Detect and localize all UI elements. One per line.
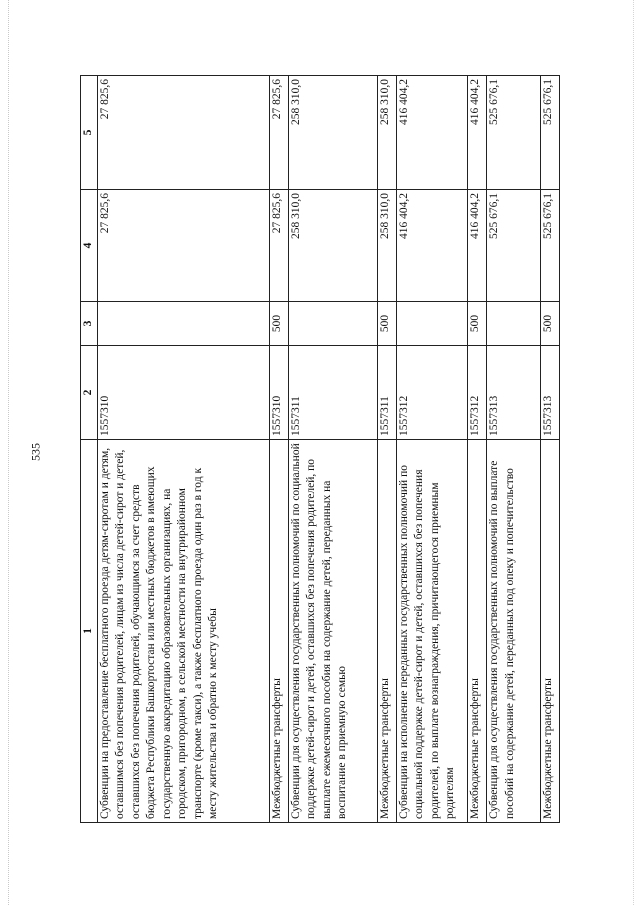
row-name: Межбюджетные трансферты <box>269 440 288 823</box>
table-row <box>269 76 288 823</box>
row-name: Межбюджетные трансферты <box>377 440 396 823</box>
row-value-5: 416 404,2 <box>468 76 487 190</box>
row-type: 500 <box>377 302 396 346</box>
page-number: 535 <box>28 443 43 461</box>
row-type <box>396 302 467 346</box>
row-code: 1557311 <box>377 346 396 440</box>
row-value-5: 27 825,6 <box>97 76 269 190</box>
column-header-5: 5 <box>81 76 98 190</box>
scan-edge-left <box>8 0 9 905</box>
row-code: 1557313 <box>540 346 559 440</box>
row-code: 1557311 <box>288 346 377 440</box>
table-row <box>396 76 467 823</box>
row-type: 500 <box>269 302 288 346</box>
row-name: Межбюджетные трансферты <box>540 440 559 823</box>
scan-edge-right <box>633 0 634 905</box>
row-value-5: 525 676,1 <box>487 76 541 190</box>
row-type: 500 <box>468 302 487 346</box>
row-name: Межбюджетные трансферты <box>468 440 487 823</box>
row-value-5: 27 825,6 <box>269 76 288 190</box>
table-row <box>468 76 487 823</box>
row-value-4: 416 404,2 <box>396 190 467 302</box>
column-header-3: 3 <box>81 302 98 346</box>
column-header-1: 1 <box>81 440 98 823</box>
table-header-row <box>81 76 98 823</box>
row-value-4: 525 676,1 <box>540 190 559 302</box>
row-value-5: 525 676,1 <box>540 76 559 190</box>
rotated-table-wrapper <box>80 76 560 823</box>
budget-table <box>80 75 560 823</box>
table-row <box>97 76 269 823</box>
table-row <box>540 76 559 823</box>
table-container <box>80 76 560 823</box>
row-value-5: 258 310,0 <box>377 76 396 190</box>
row-type <box>97 302 269 346</box>
row-name: Субвенции на исполнение переданных государственных полномочий по социальной поддержке детей-сирот и детей, оставшихся без попечения родителей, по выплате вознаграждения, причитающегося приемным родителям <box>396 440 467 823</box>
table-row <box>288 76 377 823</box>
table-row <box>377 76 396 823</box>
row-value-5: 258 310,0 <box>288 76 377 190</box>
row-value-4: 525 676,1 <box>487 190 541 302</box>
row-name: Субвенции для осуществления государственных полномочий по выплате пособий на содержание детей, переданных под опеку и попечительство <box>487 440 541 823</box>
row-type <box>487 302 541 346</box>
row-code: 1557313 <box>487 346 541 440</box>
row-code: 1557312 <box>468 346 487 440</box>
row-code: 1557312 <box>396 346 467 440</box>
column-header-4: 4 <box>81 190 98 302</box>
row-code: 1557310 <box>97 346 269 440</box>
table-row <box>487 76 541 823</box>
row-value-4: 27 825,6 <box>269 190 288 302</box>
row-value-4: 258 310,0 <box>288 190 377 302</box>
row-value-4: 416 404,2 <box>468 190 487 302</box>
row-type <box>288 302 377 346</box>
row-value-5: 416 404,2 <box>396 76 467 190</box>
row-name: Субвенции на предоставление бесплатного проезда детям-сиротам и детям, оставшимся без попечения родителей, лицам из числа детей-сирот и детей, оставшихся без попечения родителей, обучающимся за счет средств бюджета Республики Башкортостан или местных бюджетов в имеющих государственную аккредитацию образовательных организациях, на городском, пригородном, в сельской местности на внутрирайонном транспорте (кроме такси), а также бесплатного проезда один раз в год к месту жительства и обратно к месту учебы <box>97 440 269 823</box>
row-code: 1557310 <box>269 346 288 440</box>
row-type: 500 <box>540 302 559 346</box>
row-value-4: 27 825,6 <box>97 190 269 302</box>
row-value-4: 258 310,0 <box>377 190 396 302</box>
column-header-2: 2 <box>81 346 98 440</box>
row-name: Субвенции для осуществления государственных полномочий по социальной поддержке детей-сирот и детей, оставшихся без попечения родителей, по выплате ежемесячного пособия на содержание детей, переданных на воспитание в приемную семью <box>288 440 377 823</box>
